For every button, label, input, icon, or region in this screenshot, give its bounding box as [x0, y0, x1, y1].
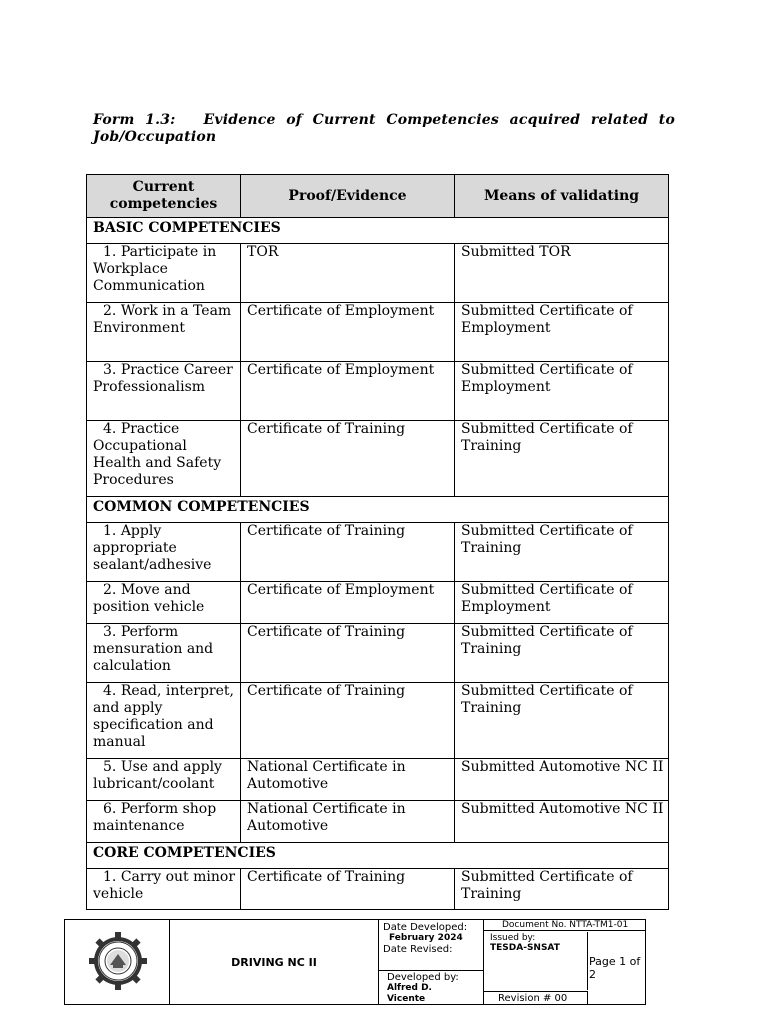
- competency-cell: 1. Participate in Workplace Communication: [87, 244, 241, 303]
- proof-cell: Certificate of Employment: [241, 362, 455, 421]
- means-cell: Submitted Certificate of Employment: [455, 582, 669, 624]
- proof-cell: Certificate of Training: [241, 869, 455, 910]
- competency-cell: 1. Apply appropriate sealant/adhesive: [87, 523, 241, 582]
- date-developed-value: February 2024: [389, 933, 463, 943]
- competencies-table: [86, 174, 669, 910]
- proof-cell: National Certificate in Automotive: [241, 759, 455, 801]
- means-cell: Submitted Certificate of Employment: [455, 362, 669, 421]
- form-title-text: Evidence of Current Competencies acquired related to Job/Occupation: [93, 112, 675, 145]
- table-row: [87, 869, 669, 910]
- issued-by-cell: [484, 932, 588, 990]
- competency-cell: 2. Move and position vehicle: [87, 582, 241, 624]
- proof-cell: TOR: [241, 244, 455, 303]
- competency-cell: 1. Carry out minor vehicle: [87, 869, 241, 910]
- header-means-of-validating: Means of validating: [455, 175, 669, 218]
- table-row: [87, 303, 669, 362]
- table-row: [87, 362, 669, 421]
- page-number: Page 1 of 2: [589, 955, 641, 981]
- table-row: [87, 759, 669, 801]
- proof-cell: Certificate of Training: [241, 523, 455, 582]
- issued-by-value: TESDA-SNSAT: [490, 943, 560, 953]
- table-row: [87, 244, 669, 303]
- means-cell: Submitted Certificate of Employment: [455, 303, 669, 362]
- header-current-competencies: Current competencies: [87, 175, 241, 218]
- competency-cell: 4. Practice Occupational Health and Safety Procedures: [87, 421, 241, 497]
- developed-by-name-2: Vicente: [387, 994, 426, 1004]
- footer-right-cell: [483, 920, 648, 1004]
- developed-by-name-1: Alfred D.: [387, 983, 432, 993]
- table-row: [87, 624, 669, 683]
- means-cell: Submitted Certificate of Training: [455, 523, 669, 582]
- form-number: Form 1.3:: [93, 112, 176, 128]
- means-cell: Submitted Certificate of Training: [455, 683, 669, 759]
- document-number: Document No. NTTA-TM1-01: [484, 920, 646, 931]
- competency-cell: 5. Use and apply lubricant/coolant: [87, 759, 241, 801]
- section-basic: BASIC COMPETENCIES: [87, 218, 669, 244]
- section-core: CORE COMPETENCIES: [87, 843, 669, 869]
- form-title: [93, 112, 675, 146]
- footer-dates-cell: [379, 920, 483, 1004]
- date-developed-label: Date Developed:: [383, 922, 468, 933]
- proof-cell: Certificate of Training: [241, 421, 455, 497]
- competency-cell: 6. Perform shop maintenance: [87, 801, 241, 843]
- footer-program-title: DRIVING NC II: [170, 920, 379, 1004]
- table-row: [87, 801, 669, 843]
- means-cell: Submitted TOR: [455, 244, 669, 303]
- school-seal-icon: [89, 932, 147, 990]
- competency-cell: 2. Work in a Team Environment: [87, 303, 241, 362]
- table-row: [87, 582, 669, 624]
- means-cell: Submitted Certificate of Training: [455, 624, 669, 683]
- footer-logo-cell: [65, 920, 170, 1004]
- table-row: [87, 523, 669, 582]
- developed-by-label: Developed by:: [387, 972, 459, 983]
- table-row: [87, 421, 669, 497]
- proof-cell: Certificate of Employment: [241, 582, 455, 624]
- proof-cell: Certificate of Training: [241, 624, 455, 683]
- means-cell: Submitted Certificate of Training: [455, 421, 669, 497]
- proof-cell: Certificate of Employment: [241, 303, 455, 362]
- header-proof-evidence: Proof/Evidence: [241, 175, 455, 218]
- revision-number: Revision # 00: [484, 991, 588, 1004]
- date-revised-label: Date Revised:: [383, 944, 453, 955]
- document-footer: [64, 919, 646, 1005]
- means-cell: Submitted Certificate of Training: [455, 869, 669, 910]
- proof-cell: Certificate of Training: [241, 683, 455, 759]
- competency-cell: 3. Practice Career Professionalism: [87, 362, 241, 421]
- table-row: [87, 683, 669, 759]
- competency-cell: 3. Perform mensuration and calculation: [87, 624, 241, 683]
- issued-by-label: Issued by:: [490, 933, 536, 943]
- competency-cell: 4. Read, interpret, and apply specification and manual: [87, 683, 241, 759]
- table-header-row: [87, 175, 669, 218]
- proof-cell: National Certificate in Automotive: [241, 801, 455, 843]
- means-cell: Submitted Automotive NC II: [455, 801, 669, 843]
- section-common: COMMON COMPETENCIES: [87, 497, 669, 523]
- means-cell: Submitted Automotive NC II: [455, 759, 669, 801]
